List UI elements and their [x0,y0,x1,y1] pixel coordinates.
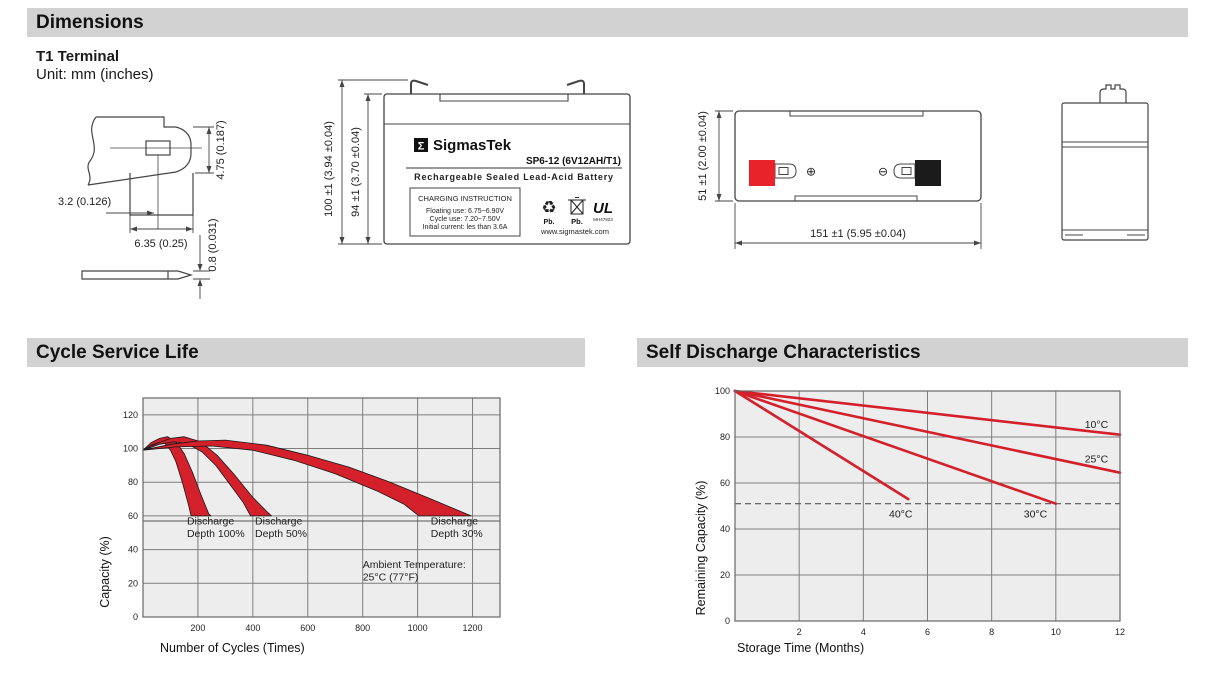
svg-text:20: 20 [127,578,138,589]
svg-text:8: 8 [989,627,995,637]
dim-thickness: 0.8 (0.031) [207,218,219,272]
svg-text:Remaining Capacity (%): Remaining Capacity (%) [694,480,708,616]
negative-symbol: ⊖ [878,164,889,179]
svg-text:6: 6 [924,627,931,637]
svg-text:Depth 50%: Depth 50% [255,527,307,540]
dim-inner-height: 94 ±1 (3.70 ±0.04) [350,127,362,217]
svg-text:30°C: 30°C [1023,508,1048,521]
svg-text:0: 0 [724,616,730,626]
self-discharge-header-bar [637,338,1188,367]
svg-text:Discharge: Discharge [255,515,303,528]
website-text: www.sigmastek.com [541,227,609,236]
svg-text:Storage Time (Months): Storage Time (Months) [737,641,865,655]
terminal-subheading [36,48,154,84]
cycle-service-life-chart [85,380,505,680]
charging-line-1: Floating use: 6.75~6.90V [425,208,505,215]
svg-text:Depth 30%: Depth 30% [430,527,483,540]
charging-line-3: Initial current: les than 3.6A [422,224,508,231]
charging-title: CHARGING INSTRUCTION [418,194,512,203]
svg-text:120: 120 [122,409,138,420]
model-text: SP6-12 (6V12AH/T1) [525,156,621,167]
self-discharge-chart [685,380,1145,675]
terminal-dim-arrows [130,127,212,286]
svg-text:40: 40 [719,524,730,534]
right-terminal-hook [567,81,584,94]
svg-text:25°C: 25°C [1084,453,1109,466]
svg-text:40: 40 [127,544,138,555]
dimensions-header-bar [27,8,1188,37]
end-view-shapes [1062,85,1148,240]
dim-depth: 51 ±1 (2.00 ±0.04) [697,111,709,201]
unit-note: Unit: mm (inches) [36,66,154,83]
svg-text:80: 80 [719,432,730,442]
negative-terminal-block [915,160,941,186]
terminal-detail-outline [88,117,202,229]
svg-text:600: 600 [300,623,316,633]
self-discharge-title: Self Discharge Characteristics [646,342,921,363]
svg-text:4: 4 [860,627,866,637]
terminal-bracket [130,173,193,215]
svg-text:100: 100 [122,443,138,454]
sigma-logo-glyph: Σ [417,140,425,153]
svg-text:0: 0 [132,612,138,622]
recycle-pb-text: Pb. [543,219,555,226]
terminal-type-label: T1 Terminal [36,48,120,65]
svg-text:12: 12 [1114,627,1126,637]
svg-text:Ambient Temperature:: Ambient Temperature: [362,559,466,572]
svg-text:400: 400 [245,623,261,633]
svg-text:800: 800 [355,623,371,633]
svg-text:1200: 1200 [462,623,483,633]
svg-text:10: 10 [1050,627,1061,637]
svg-text:25°C (77°F): 25°C (77°F) [362,571,419,584]
ul-code-text: MH47923 [593,217,613,222]
break-line [88,117,96,185]
cycle-life-title: Cycle Service Life [36,342,199,363]
left-terminal-hook [411,81,428,94]
bin-pb-text: Pb. [571,217,583,226]
front-dim-texts [323,121,362,217]
terminal-detail-drawing [50,103,240,303]
svg-text:Discharge: Discharge [430,515,479,528]
dimensions-header-title: Dimensions [36,12,144,33]
battery-front-view [322,72,657,270]
terminal-top-edge [96,117,176,127]
positive-terminal-block [749,160,775,186]
battery-end-view [1040,70,1170,265]
recycle-pb-icon: ♻ [541,198,557,217]
svg-text:60: 60 [127,510,138,521]
terminal-tip [176,127,191,172]
dim-height: 4.75 (0.187) [215,120,227,180]
svg-text:40°C: 40°C [889,508,913,521]
svg-text:20: 20 [719,570,730,580]
dim-width: 6.35 (0.25) [134,238,188,250]
svg-text:200: 200 [190,623,206,633]
dim-length: 151 ±1 (5.95 ±0.04) [810,228,906,240]
dim-outer-height: 100 ±1 (3.94 ±0.04) [323,121,335,217]
positive-symbol: ⊕ [806,164,817,179]
end-terminal [1100,85,1126,103]
battery-type-text: Rechargeable Sealed Lead-Acid Battery [414,172,614,182]
svg-text:10°C: 10°C [1084,418,1109,431]
charging-line-2: Cycle use: 7.20~7.50V [429,216,501,223]
brand-text: SigmasTek [433,137,512,154]
terminal-bottom-edge [88,172,176,185]
top-view-case [735,111,981,201]
ul-mark-icon: UL [593,200,613,217]
terminal-blade-view [82,271,191,279]
end-view-case [1062,103,1148,240]
svg-text:Discharge: Discharge [186,515,235,528]
svg-text:2: 2 [796,627,802,637]
svg-text:60: 60 [719,478,730,488]
svg-text:80: 80 [127,477,138,488]
dim-hole-offset: 3.2 (0.126) [58,196,112,208]
svg-text:Capacity (%): Capacity (%) [98,536,112,608]
svg-text:Number of Cycles (Times): Number of Cycles (Times) [160,641,305,655]
svg-text:100: 100 [714,386,730,396]
cycle-life-header-bar [27,338,585,367]
terminal-dim-lines [106,127,214,299]
svg-text:Depth 100%: Depth 100% [186,527,245,540]
svg-text:1000: 1000 [407,623,428,633]
terminal-dim-texts [58,120,227,271]
battery-top-view [695,103,995,258]
